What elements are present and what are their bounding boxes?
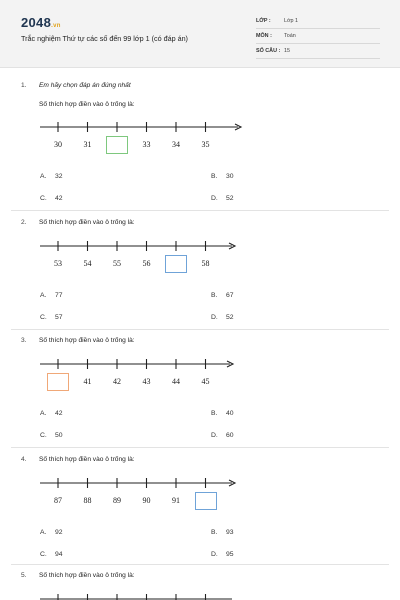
number-line-value: 90 (142, 496, 151, 505)
number-line-value: 43 (142, 377, 151, 386)
question-1 (0, 82, 400, 202)
question-prompt: Số thích hợp điền vào ô trống là: (39, 572, 135, 579)
option-text: 77 (55, 292, 63, 299)
option-letter: D. (211, 314, 218, 321)
number-line-value: 87 (54, 496, 62, 505)
number-line-axis (38, 240, 236, 252)
option-letter: A. (40, 173, 47, 180)
meta-key: SỐ CÂU : (256, 48, 281, 54)
meta-value: Toán (284, 33, 296, 39)
number-line-value: 91 (172, 496, 180, 505)
number-line (38, 477, 236, 517)
question-prompt: Số thích hợp điền vào ô trống là: (39, 337, 135, 344)
option-letter: B. (211, 173, 218, 180)
number-line-axis (38, 121, 242, 133)
meta-key: LỚP : (256, 18, 271, 24)
option-letter: D. (211, 195, 218, 202)
number-line-value: 55 (113, 259, 121, 268)
option-letter: C. (40, 314, 47, 321)
option-letter: B. (211, 410, 218, 417)
answer-blank-box[interactable] (106, 136, 128, 154)
option-letter: C. (40, 195, 47, 202)
option-c[interactable] (40, 432, 63, 439)
option-text: 57 (55, 314, 63, 321)
question-prompt: Em hãy chọn đáp án đúng nhất (39, 82, 131, 89)
number-line (38, 240, 236, 280)
option-d[interactable] (211, 314, 234, 321)
number-line-value: 56 (142, 259, 151, 268)
option-letter: D. (211, 432, 218, 439)
number-line (38, 121, 242, 161)
question-number: 5. (21, 572, 27, 579)
option-c[interactable] (40, 551, 63, 558)
meta-row-class (256, 15, 380, 29)
question-4 (0, 456, 400, 576)
number-line-axis (38, 477, 236, 489)
meta-value: 15 (284, 48, 290, 54)
option-text: 32 (55, 173, 63, 180)
number-line-value: 33 (142, 140, 151, 149)
worksheet-title: Trắc nghiệm Thứ tự các số đến 99 lớp 1 (có đáp án) (21, 34, 188, 43)
option-d[interactable] (211, 195, 234, 202)
option-b[interactable] (211, 410, 234, 417)
option-text: 42 (55, 195, 63, 202)
option-text: 30 (226, 173, 234, 180)
question-2 (0, 219, 400, 339)
option-letter: C. (40, 551, 47, 558)
option-a[interactable] (40, 529, 63, 536)
number-line-value: 53 (54, 259, 62, 268)
answer-blank-box[interactable] (165, 255, 187, 273)
meta-key: MÔN : (256, 33, 272, 39)
question-number: 4. (21, 456, 27, 463)
option-letter: A. (40, 410, 47, 417)
option-b[interactable] (211, 529, 234, 536)
question-divider (11, 210, 389, 211)
option-a[interactable] (40, 292, 63, 299)
option-letter: A. (40, 292, 47, 299)
option-b[interactable] (211, 292, 234, 299)
option-text: 52 (226, 314, 234, 321)
option-letter: C. (40, 432, 47, 439)
number-line-value: 35 (201, 140, 210, 149)
option-text: 92 (55, 529, 63, 536)
answer-blank-box[interactable] (47, 373, 69, 391)
option-d[interactable] (211, 551, 234, 558)
option-c[interactable] (40, 314, 63, 321)
option-text: 94 (55, 551, 63, 558)
number-line (38, 593, 236, 600)
number-line-value: 88 (83, 496, 92, 505)
meta-row-count (256, 45, 380, 59)
worksheet-header (0, 0, 400, 68)
option-letter: D. (211, 551, 218, 558)
option-letter: A. (40, 529, 47, 536)
option-letter: B. (211, 292, 218, 299)
site-logo[interactable]: 2048.vn (21, 15, 61, 30)
question-number: 2. (21, 219, 27, 226)
option-text: 40 (226, 410, 234, 417)
number-line-axis (38, 358, 234, 370)
option-c[interactable] (40, 195, 63, 202)
option-a[interactable] (40, 410, 63, 417)
option-d[interactable] (211, 432, 234, 439)
number-line-value: 42 (113, 377, 121, 386)
number-line-value: 44 (172, 377, 180, 386)
number-line-value: 54 (83, 259, 92, 268)
meta-row-subject (256, 30, 380, 44)
number-line-value: 89 (113, 496, 121, 505)
question-subprompt: Số thích hợp điền vào ô trống là: (39, 101, 135, 108)
option-text: 93 (226, 529, 234, 536)
number-line-value: 41 (83, 377, 92, 386)
option-text: 50 (55, 432, 63, 439)
meta-value: Lớp 1 (284, 18, 299, 24)
option-text: 52 (226, 195, 234, 202)
question-prompt: Số thích hợp điền vào ô trống là: (39, 456, 135, 463)
number-line-axis (38, 593, 236, 600)
number-line-value: 34 (172, 140, 180, 149)
option-text: 42 (55, 410, 63, 417)
number-line (38, 358, 234, 398)
number-line-value: 31 (83, 140, 92, 149)
number-line-value: 45 (201, 377, 210, 386)
option-text: 67 (226, 292, 234, 299)
question-number: 3. (21, 337, 27, 344)
answer-blank-box[interactable] (195, 492, 217, 510)
question-5 (0, 572, 400, 600)
option-a[interactable] (40, 173, 63, 180)
option-letter: B. (211, 529, 218, 536)
number-line-value: 30 (54, 140, 62, 149)
question-3 (0, 337, 400, 457)
number-line-value: 58 (201, 259, 210, 268)
option-text: 95 (226, 551, 234, 558)
option-text: 60 (226, 432, 234, 439)
option-b[interactable] (211, 173, 234, 180)
question-prompt: Số thích hợp điền vào ô trống là: (39, 219, 135, 226)
question-number: 1. (21, 82, 27, 89)
